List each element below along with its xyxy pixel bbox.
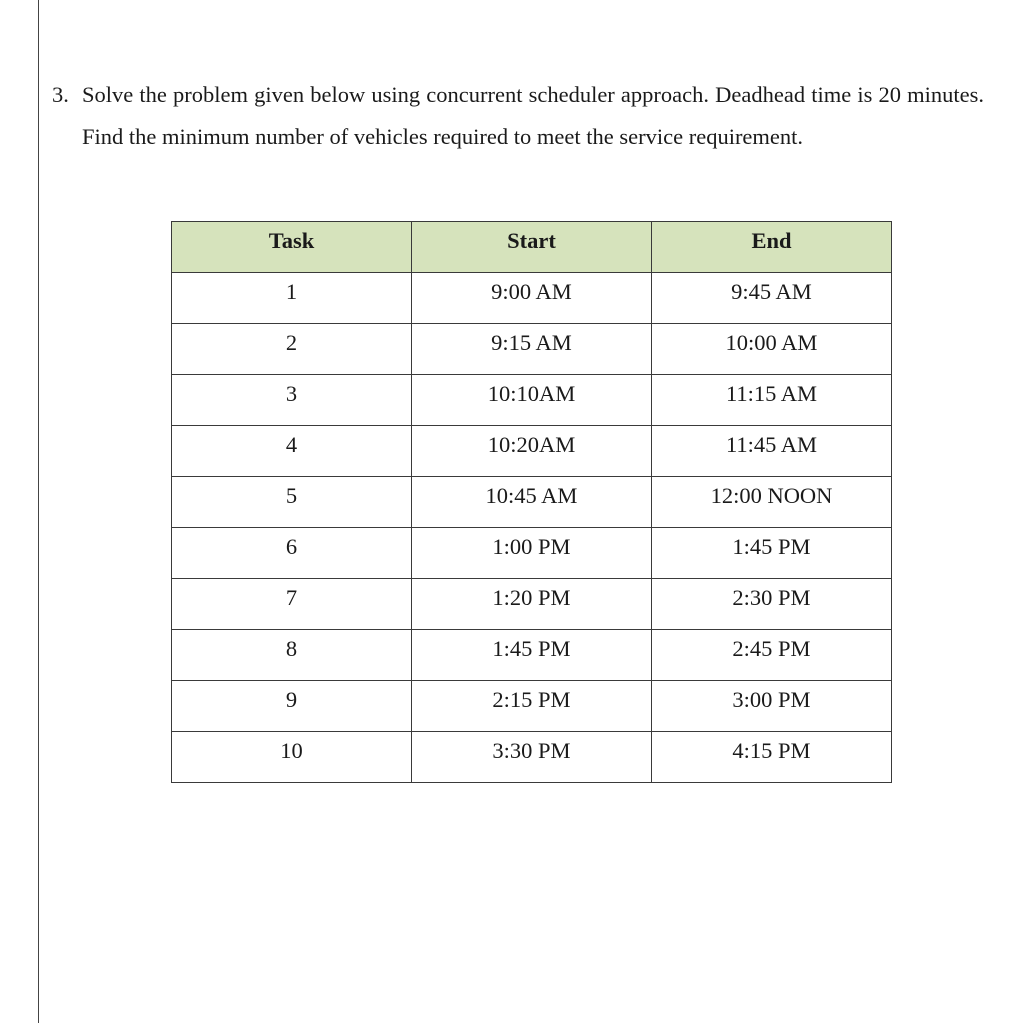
task-cell: 1 xyxy=(172,273,412,324)
start-cell: 9:00 AM xyxy=(412,273,652,324)
start-cell: 10:10AM xyxy=(412,375,652,426)
start-cell: 1:20 PM xyxy=(412,579,652,630)
end-cell: 10:00 AM xyxy=(652,324,892,375)
start-cell: 9:15 AM xyxy=(412,324,652,375)
end-cell: 4:15 PM xyxy=(652,732,892,783)
table-row xyxy=(172,477,892,528)
schedule-table xyxy=(171,221,892,783)
table-row xyxy=(172,273,892,324)
task-cell: 3 xyxy=(172,375,412,426)
table-row xyxy=(172,324,892,375)
table-header-row xyxy=(172,222,892,273)
start-cell: 1:00 PM xyxy=(412,528,652,579)
start-cell: 3:30 PM xyxy=(412,732,652,783)
end-cell: 1:45 PM xyxy=(652,528,892,579)
end-cell: 2:30 PM xyxy=(652,579,892,630)
table-row xyxy=(172,681,892,732)
header-end: End xyxy=(652,222,892,273)
start-cell: 1:45 PM xyxy=(412,630,652,681)
start-cell: 2:15 PM xyxy=(412,681,652,732)
end-cell: 11:45 AM xyxy=(652,426,892,477)
question-text: Solve the problem given below using concurrent scheduler approach. Deadhead time is 20 minutes. Find the minimum number of vehicles required to meet the service requirement. xyxy=(82,82,984,149)
header-task: Task xyxy=(172,222,412,273)
table-row xyxy=(172,579,892,630)
start-cell: 10:45 AM xyxy=(412,477,652,528)
table-row xyxy=(172,630,892,681)
task-cell: 5 xyxy=(172,477,412,528)
task-cell: 10 xyxy=(172,732,412,783)
end-cell: 9:45 AM xyxy=(652,273,892,324)
end-cell: 2:45 PM xyxy=(652,630,892,681)
task-cell: 8 xyxy=(172,630,412,681)
end-cell: 11:15 AM xyxy=(652,375,892,426)
end-cell: 3:00 PM xyxy=(652,681,892,732)
end-cell: 12:00 NOON xyxy=(652,477,892,528)
header-start: Start xyxy=(412,222,652,273)
table-row xyxy=(172,732,892,783)
table-row xyxy=(172,528,892,579)
task-cell: 9 xyxy=(172,681,412,732)
task-cell: 7 xyxy=(172,579,412,630)
task-cell: 2 xyxy=(172,324,412,375)
start-cell: 10:20AM xyxy=(412,426,652,477)
task-cell: 4 xyxy=(172,426,412,477)
table-row xyxy=(172,426,892,477)
table-row xyxy=(172,375,892,426)
task-cell: 6 xyxy=(172,528,412,579)
question-number: 3. xyxy=(52,82,69,107)
